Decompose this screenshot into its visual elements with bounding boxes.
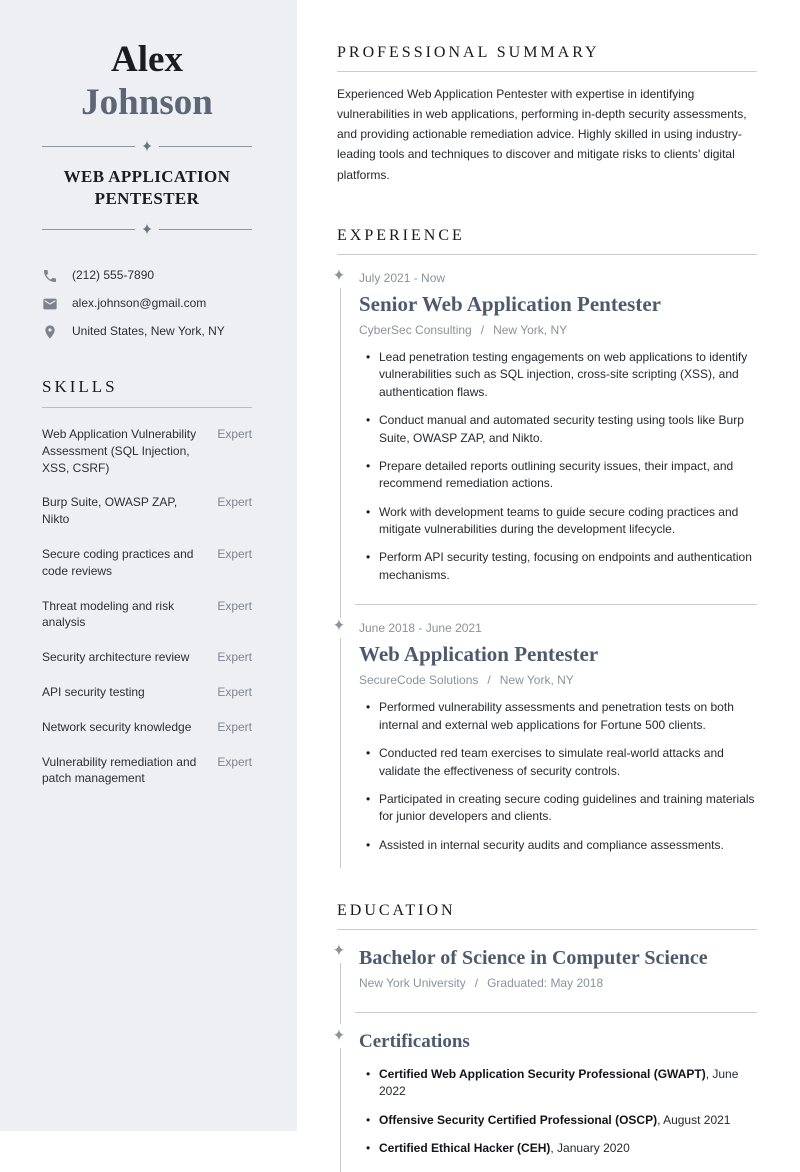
skill-row [42,598,252,632]
certifications-heading: Certifications [359,1031,470,1053]
meta-separator: / [487,673,491,688]
divider-line [42,229,135,230]
skill-level: Expert [217,650,252,665]
job-company: SecureCode Solutions [359,673,479,688]
job-dates: June 2018 - June 2021 [359,621,482,636]
sidebar [0,0,297,1131]
job-bullet: • Lead penetration testing engagements on web applications to identify vulnerabilities such as SQL injection, cross-site scripting (XSS), and authentication flaws. [379,349,757,401]
skill-level: Expert [217,685,252,700]
skill-level: Expert [217,495,252,510]
entry-divider [355,1012,757,1013]
timeline-line [340,1048,341,1171]
job-meta [359,673,757,687]
job-bullet: • Conduct manual and automated security testing using tools like Burp Suite, OWASP ZAP, and Nikto. [379,412,757,447]
job-bullet-list [359,349,757,584]
skill-name: Web Application Vulnerability Assessment (SQL Injection, XSS, CSRF) [42,427,197,475]
sparkle-icon: ✦ [333,1025,345,1045]
skill-row [42,426,252,476]
contact-phone-row [42,268,252,284]
skill-name: Security architecture review [42,650,190,665]
skill-row [42,649,252,666]
main-column [297,0,800,1156]
summary-heading: PROFESSIONAL SUMMARY [337,44,757,72]
decorative-divider [42,220,252,239]
skill-row [42,719,252,736]
skill-name: Burp Suite, OWASP ZAP, Nikto [42,495,178,527]
job-meta [359,323,757,337]
contact-email-row [42,296,252,312]
email-icon [42,296,58,312]
skill-name: API security testing [42,685,145,700]
location-text: United States, New York, NY [72,324,225,339]
skill-row [42,684,252,701]
sparkle-icon: ✦ [333,940,345,960]
job-location: New York, NY [499,673,574,688]
star-icon: ✦ [141,137,153,156]
certification-date: , August 2021 [657,1112,731,1127]
job-bullet: • Work with development teams to guide secure coding practices and mitigate vulnerabilities during the development lifecycle. [379,504,757,539]
phone-icon [42,268,58,284]
experience-heading: EXPERIENCE [337,227,757,255]
sparkle-icon: ✦ [333,615,345,635]
certification-date: , January 2020 [550,1141,630,1156]
contact-section [42,268,252,340]
job-dates: July 2021 - Now [359,270,446,285]
certification-item [379,1140,757,1157]
job-bullet: • Prepare detailed reports outlining security issues, their impact, and recommend remediation actions. [379,458,757,493]
divider-line [42,146,135,147]
contact-location-row [42,324,252,340]
education-section [333,902,757,1157]
phone-number: (212) 555-7890 [72,268,155,283]
education-meta [359,976,757,990]
education-entry [333,940,757,991]
job-title: Senior Web Application Pentester [359,291,661,316]
skill-row [42,546,252,580]
experience-section [333,226,757,854]
sparkle-icon: ✦ [333,265,345,285]
education-heading: EDUCATION [337,902,757,930]
last-name: Johnson [81,81,213,123]
certification-item [379,1066,757,1101]
certification-list [359,1066,757,1158]
degree-title: Bachelor of Science in Computer Science [359,947,708,970]
skill-level: Expert [217,719,252,734]
skill-name: Threat modeling and risk analysis [42,598,175,630]
job-bullet: • Performed vulnerability assessments and penetration tests on both internal and external web applications for Fortune 500 clients. [379,699,757,734]
entry-divider [355,604,757,605]
skill-row [42,494,252,528]
skills-heading: SKILLS [42,377,252,408]
job-location: New York, NY [493,322,568,337]
timeline-line [340,288,341,618]
certification-name: Certified Web Application Security Professional (GWAPT) [379,1066,706,1081]
graduation-date: Graduated: May 2018 [487,976,604,991]
job-title: Web Application Pentester [359,642,599,667]
meta-separator: / [474,976,479,991]
skill-name: Network security knowledge [42,719,192,734]
email-address: alex.johnson@gmail.com [72,296,207,311]
job-bullet: • Conducted red team exercises to simulate real-world attacks and validate the effectiveness of security controls. [379,745,757,780]
experience-entry [333,265,757,584]
skill-level: Expert [217,754,252,769]
job-company: CyberSec Consulting [359,322,472,337]
name-block [42,40,252,123]
experience-entry [333,615,757,854]
timeline-line [340,963,341,1024]
divider-line [159,229,252,230]
first-name: Alex [111,39,183,80]
certification-date: , June 2022 [379,1066,739,1099]
skill-row [42,754,252,788]
job-bullet: • Participated in creating secure coding guidelines and training materials for junior developers and clients. [379,791,757,826]
skill-name: Vulnerability remediation and patch management [42,754,197,786]
timeline-line [340,638,341,868]
job-bullet: • Assisted in internal security audits and compliance assessments. [379,837,757,854]
location-pin-icon [42,324,58,340]
certification-name: Offensive Security Certified Professional (OSCP) [379,1112,658,1127]
certification-item [379,1112,757,1129]
divider-line [159,146,252,147]
summary-text: Experienced Web Application Pentester with expertise in identifying vulnerabilities in web applications, performing in-depth security assessments, and providing actionable remediation advice. Highly skilled in using industry-leading tools and techniques to discover and mitigate risks to clients’ digital platforms. [337,87,747,182]
meta-separator: / [480,322,485,337]
skill-level: Expert [217,547,252,562]
job-title: WEB APPLICATION PENTESTER [63,166,231,208]
skill-level: Expert [217,427,252,442]
certification-name: Certified Ethical Hacker (CEH) [379,1141,551,1156]
job-bullet: • Perform API security testing, focusing on endpoints and authentication mechanisms. [379,549,757,584]
job-bullet-list [359,699,757,854]
skill-level: Expert [217,598,252,613]
star-icon: ✦ [141,220,153,239]
decorative-divider [42,137,252,156]
summary-section [337,44,757,185]
school-name: New York University [359,976,466,991]
certifications-entry [333,1025,757,1157]
skill-name: Secure coding practices and code reviews [42,547,194,578]
